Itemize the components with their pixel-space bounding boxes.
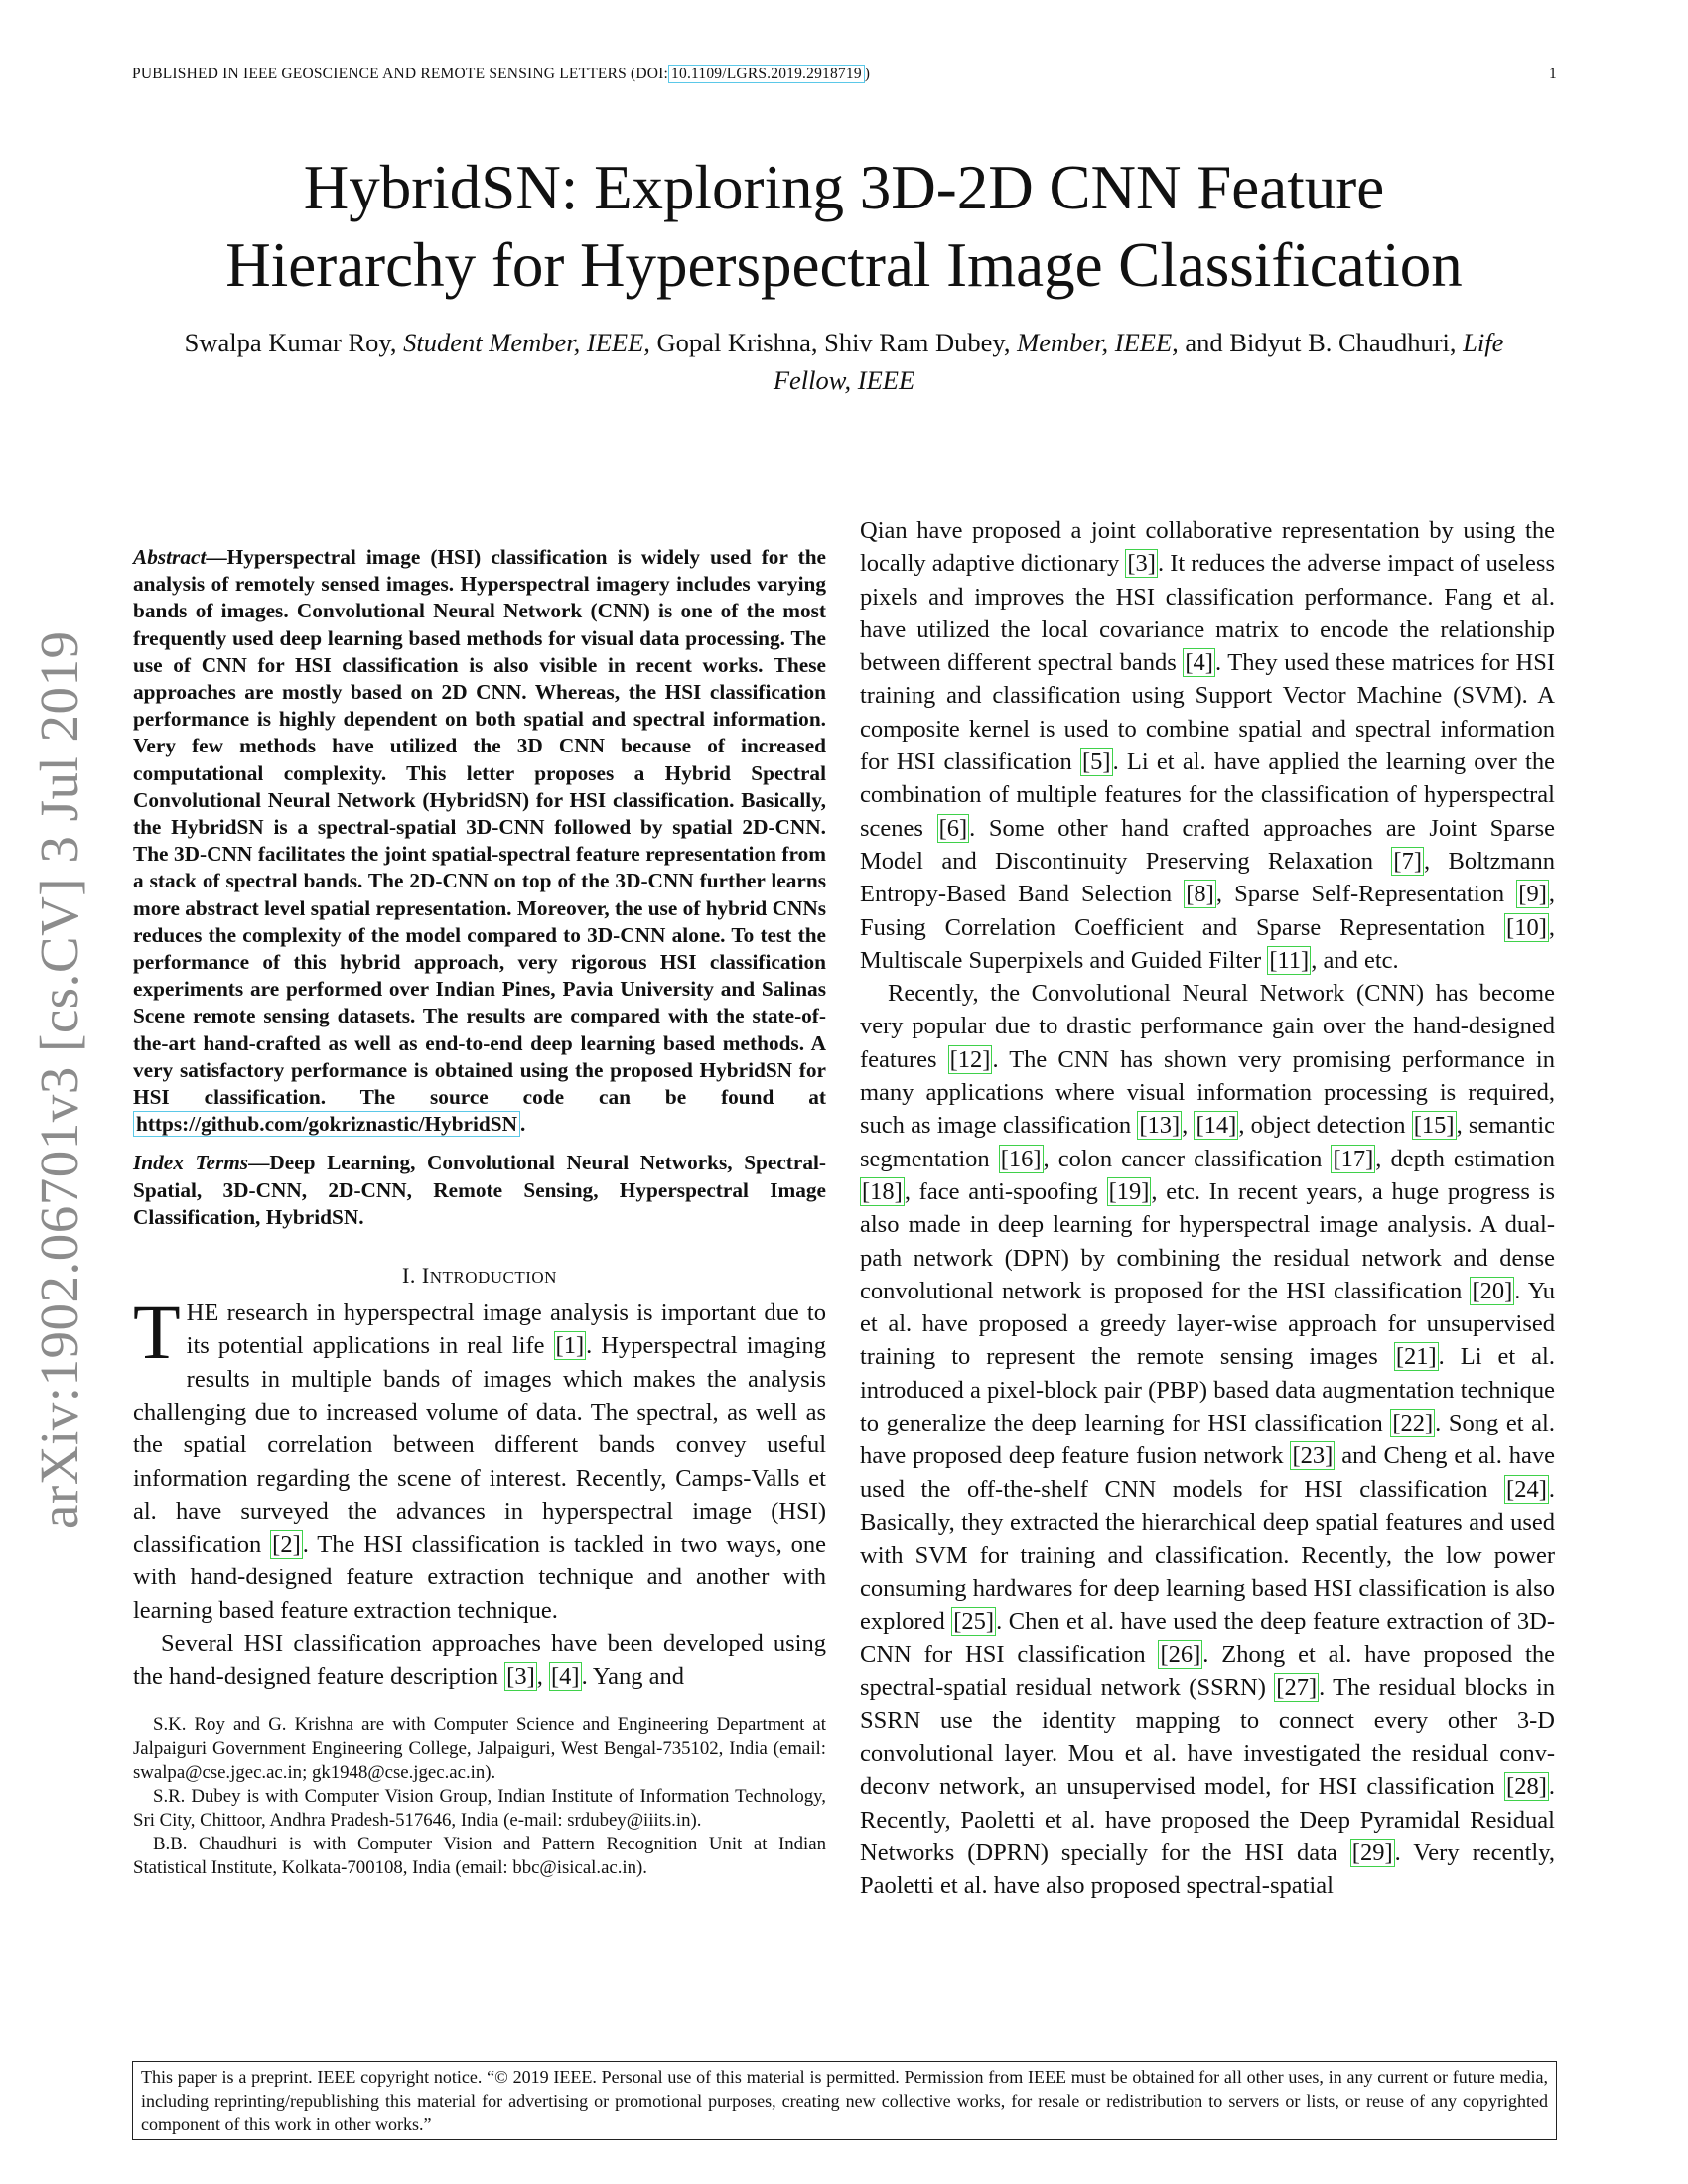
text: . Yu et al. have proposed a greedy layer-wise approach for unsupervised training to represent the remote sensing images — [860, 1277, 1555, 1371]
text: . Chen et al. have used the deep feature extraction of 3D-CNN for HSI classification — [860, 1607, 1556, 1669]
citation-link[interactable]: [14] — [1196, 1112, 1237, 1140]
text: . Very recently, Paoletti et al. have also proposed spectral-spatial — [860, 1839, 1555, 1900]
text: Qian have proposed a joint collaborative representation by using the locally adaptive dictionary — [860, 517, 1555, 578]
citation-link[interactable]: [25] — [953, 1607, 995, 1635]
section-heading — [133, 1263, 826, 1289]
text: and Cheng et al. have used the off-the-shelf CNN models for HSI classification — [860, 1442, 1555, 1503]
citation-link[interactable]: [29] — [1351, 1839, 1393, 1866]
text: , object detection — [1238, 1112, 1412, 1140]
citation-link[interactable]: [4] — [1185, 649, 1213, 677]
author-3-role: Member, IEEE, — [1017, 328, 1179, 357]
title-line-2: Hierarchy for Hyperspectral Image Classification — [225, 230, 1463, 300]
citation-link[interactable]: [16] — [1000, 1145, 1042, 1172]
text: . It reduces the adverse impact of useless pixels and improves the HSI classification performance. Fang et al. have utilized the local covariance matrix to encode the relationship between different spectral bands — [860, 550, 1556, 677]
text: . Li et al. introduced a pixel-block pair (PBP) based data augmentation technique to generalize the deep learning for HSI classification — [860, 1343, 1555, 1437]
index-terms-text: —Deep Learning, Convolutional Neural Networks, Spectral-Spatial, 3D-CNN, 2D-CNN, Remote Sensing, Hyperspectral Image Classification, HybridSN. — [133, 1151, 826, 1229]
abstract-label: Abstract — [133, 545, 207, 569]
arxiv-stamp: arXiv:1902.06701v3 [cs.CV] 3 Jul 2019 — [29, 630, 89, 1529]
right-paragraph-2 — [860, 977, 1555, 1902]
intro-paragraph-1 — [133, 1289, 826, 1627]
section-numeral: I. I — [402, 1263, 430, 1289]
header-close: ) — [864, 66, 871, 82]
header-text: PUBLISHED IN IEEE GEOSCIENCE AND REMOTE SENSING LETTERS (DOI: — [132, 66, 669, 82]
citation-link[interactable]: [26] — [1160, 1641, 1201, 1669]
citation-link[interactable]: [3] — [506, 1663, 535, 1691]
text: . Zhong et al. have proposed the spectral-spatial residual network (SSRN) — [860, 1641, 1555, 1702]
footnote-1: S.K. Roy and G. Krishna are with Computer Science and Engineering Department at Jalpaiguri Government Engineering College, Jalpaiguri, West Bengal-735102, India (email: swalpa@cse.jgec.ac.in; gk1948@cse.jgec.ac.in). — [133, 1713, 826, 1783]
citation-link[interactable]: [8] — [1186, 881, 1214, 908]
citation-link[interactable]: [17] — [1333, 1145, 1374, 1172]
author-1: Swalpa Kumar Roy, — [184, 328, 404, 357]
citation-link[interactable]: [28] — [1506, 1773, 1547, 1801]
citation-link[interactable]: [9] — [1518, 881, 1547, 908]
citation-link[interactable]: [24] — [1506, 1475, 1547, 1503]
text: , Boltzmann Entropy-Based Band Selection — [860, 847, 1555, 908]
text: . Song et al. have proposed deep feature fusion network — [860, 1410, 1555, 1470]
right-column — [860, 514, 1555, 1902]
text: . They used these matrices for HSI training and classification using Support Vector Machine (SVM). A composite kernel is used to combine spatial and spectral information for HSI classification — [860, 649, 1555, 776]
citation-link[interactable]: [2] — [272, 1531, 301, 1559]
citation-link[interactable]: [18] — [862, 1177, 903, 1205]
separator: , — [1182, 1112, 1195, 1140]
citation-link[interactable]: [20] — [1472, 1277, 1513, 1304]
citation-link[interactable]: [6] — [938, 814, 968, 842]
text: , semantic segmentation — [860, 1112, 1555, 1172]
citation-link[interactable]: [4] — [551, 1663, 580, 1691]
abstract — [133, 544, 826, 1138]
author-list — [149, 324, 1539, 399]
citation-link[interactable]: [11] — [1269, 946, 1310, 974]
footnote-2: S.R. Dubey is with Computer Vision Group, Indian Institute of Information Technology, Sri City, Chittoor, Andhra Pradesh-517646, India (e-mail: srdubey@iiits.in). — [133, 1785, 826, 1831]
text: , Sparse Self-Representation — [1215, 881, 1517, 908]
citation-link[interactable]: [7] — [1393, 847, 1422, 875]
footnote-3: B.B. Chaudhuri is with Computer Vision and Pattern Recognition Unit at Indian Statistical Institute, Kolkata-700108, India (email: bbc@isical.ac.in). — [133, 1833, 826, 1878]
copyright-notice: This paper is a preprint. IEEE copyright notice. “© 2019 IEEE. Personal use of this material is permitted. Permission from IEEE must be obtained for all other uses, in any current or future media, including reprinting/republishing this material for advertising or promotional purposes, creating new collective works, for resale or redistribution to servers or lists, or reuse of any copyrighted component of this work in other works.” — [132, 2061, 1557, 2140]
title-line-1: HybridSN: Exploring 3D-2D CNN Feature — [303, 153, 1385, 222]
doi-link[interactable]: 10.1109/LGRS.2019.2918719 — [668, 65, 865, 83]
drop-cap: T — [133, 1289, 181, 1376]
text: , Fusing Correlation Coefficient and Sparse Representation — [860, 881, 1555, 941]
section-title: NTRODUCTION — [429, 1268, 557, 1288]
author-1-role: Student Member, IEEE, — [403, 328, 650, 357]
citation-link[interactable]: [13] — [1139, 1112, 1181, 1140]
author-4-role: Life Fellow, IEEE — [773, 328, 1504, 395]
text: . The CNN has shown very promising performance in many applications where visual information processing is required, such as image classification — [860, 1045, 1555, 1140]
right-paragraph-1 — [860, 514, 1555, 977]
intro-text-a: HE research in hyperspectral image analysis is important due to its potential applications in real life — [186, 1299, 826, 1360]
citation-link[interactable]: [1] — [555, 1332, 585, 1360]
text: . Recently, Paoletti et al. have proposed the Deep Pyramidal Residual Networks (DPRN) specially for the HSI data — [860, 1773, 1555, 1866]
text: . Li et al. have applied the learning over the combination of multiple features for the classification of hyperspectral scenes — [860, 749, 1555, 842]
intro-text-e: . Yang and — [581, 1663, 685, 1691]
index-terms-label: Index Terms — [133, 1151, 249, 1175]
text: Recently, the Convolutional Neural Network (CNN) has become very popular due to drastic performance gain over the hand-designed features — [860, 980, 1555, 1073]
text: , face anti-spoofing — [904, 1177, 1107, 1205]
citation-link[interactable]: [27] — [1276, 1674, 1318, 1702]
abstract-end: . — [519, 1112, 526, 1137]
github-link[interactable]: https://github.com/gokriznastic/HybridSN — [133, 1111, 520, 1137]
index-terms — [133, 1150, 826, 1231]
text: , Multiscale Superpixels and Guided Filter — [860, 913, 1555, 974]
author-4: and Bidyut B. Chaudhuri, — [1178, 328, 1464, 357]
text: , etc. In recent years, a huge progress is also made in deep learning for hyperspectral image analysis. A dual-path network (DPN) by combining the residual network and dense convolutional network is proposed for the HSI classification — [860, 1177, 1555, 1304]
text: . Some other hand crafted approaches are Joint Sparse Model and Discontinuity Preserving Relaxation — [860, 814, 1555, 875]
text: . Basically, they extracted the hierarchical deep spatial features and used with SVM for training and classification. Recently, the low power consuming hardwares for deep learning based HSI classification is also explored — [860, 1475, 1555, 1635]
citation-link[interactable]: [21] — [1395, 1343, 1437, 1371]
author-2-3: Gopal Krishna, Shiv Ram Dubey, — [649, 328, 1018, 357]
text: , colon cancer classification — [1043, 1145, 1332, 1172]
paper-title — [0, 149, 1688, 304]
text: . The residual blocks in SSRN use the identity mapping to connect every other 3-D convolutional layer. Mou et al. have investigated the residual conv-deconv network, an unsupervised model, for HSI classification — [860, 1674, 1555, 1801]
intro-paragraph-2 — [133, 1627, 826, 1694]
page-number: 1 — [1549, 66, 1557, 82]
citation-link[interactable]: [3] — [1127, 550, 1156, 578]
intro-text-d: Several HSI classification approaches have been developed using the hand-designed feature description — [133, 1630, 826, 1691]
separator: , — [536, 1663, 549, 1691]
citation-link[interactable]: [19] — [1108, 1177, 1150, 1205]
citation-link[interactable]: [22] — [1392, 1410, 1434, 1437]
citation-link[interactable]: [10] — [1506, 913, 1547, 941]
running-header — [132, 66, 1557, 83]
intro-text-b: . Hyperspectral imaging results in multiple bands of images which makes the analysis challenging due to increased volume of data. The spectral, as well as the spatial correlation between different bands convey useful information regarding the scene of interest. Recently, Camps-Valls et al. have surveyed the advances in hyperspectral image (HSI) classification — [133, 1332, 826, 1559]
abstract-text: —Hyperspectral image (HSI) classification is widely used for the analysis of remotely sensed images. Hyperspectral imagery includes varying bands of images. Convolutional Neural Network (CNN) is one of the most frequently used deep learning based methods for visual data processing. The use of CNN for HSI classification is also visible in recent works. These approaches are mostly based on 2D CNN. Whereas, the HSI classification performance is highly dependent on both spatial and spectral information. Very few methods have utilized the 3D CNN because of increased computational complexity. This letter proposes a Hybrid Spectral Convolutional Neural Network (HybridSN) for HSI classification. Basically, the HybridSN is a spectral-spatial 3D-CNN followed by spatial 2D-CNN. The 3D-CNN facilitates the joint spatial-spectral feature representation from a stack of spectral bands. The 2D-CNN on top of the 3D-CNN further learns more abstract level spatial representation. Moreover, the use of hybrid CNNs reduces the complexity of the model compared to 3D-CNN alone. To test the performance of this hybrid approach, very rigorous HSI classification experiments are performed over Indian Pines, Pavia University and Salinas Scene remote sensing datasets. The results are compared with the state-of-the-art hand-crafted as well as end-to-end deep learning based methods. A very satisfactory performance is obtained using the proposed HybridSN for HSI classification. The source code can be found at — [133, 545, 826, 1110]
citation-link[interactable]: [15] — [1413, 1112, 1455, 1140]
citation-link[interactable]: [5] — [1081, 749, 1111, 776]
text: , and etc. — [1311, 946, 1399, 974]
intro-text-c: . The HSI classification is tackled in two ways, one with hand-designed feature extraction technique and another with learning based feature extraction technique. — [133, 1531, 826, 1624]
text: , depth estimation — [1375, 1145, 1555, 1172]
left-column — [133, 544, 826, 1880]
citation-link[interactable]: [23] — [1292, 1442, 1334, 1470]
intro-text — [133, 1289, 826, 1694]
affiliation-footnotes — [133, 1713, 826, 1880]
citation-link[interactable]: [12] — [949, 1045, 991, 1073]
